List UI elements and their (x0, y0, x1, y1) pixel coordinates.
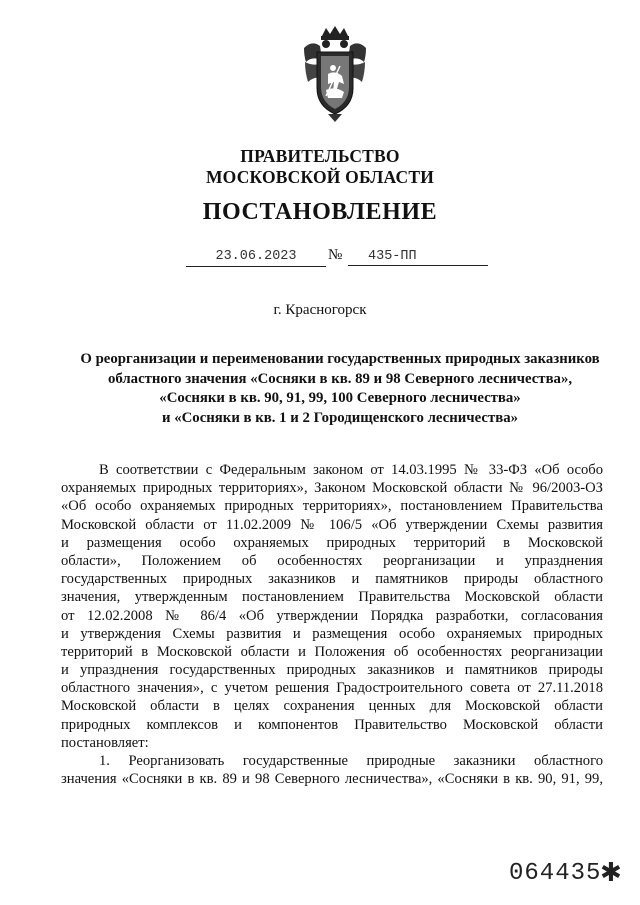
preamble-line: постановляет: (61, 734, 149, 751)
preamble-line: В соответствии с Федеральным законом от 14.03.1995 № 33-ФЗ «Об особо (99, 462, 603, 478)
preamble-line: Московской области в целях сохранения ценных для Московской области (61, 698, 603, 715)
preamble-line: Московской области от 11.02.2009 № 106/5 «Об утверждении Схемы развития (61, 516, 603, 533)
subject-line: О реорганизации и переименовании государственных природных заказников (80, 351, 600, 367)
document-date: 23.06.2023 (186, 248, 326, 267)
preamble-line: значения, утвержденным постановлением Правительства Московской области (61, 589, 603, 606)
star-icon: ✱ (600, 858, 622, 888)
subject-line: областного значения «Сосняки в кв. 89 и 98 Северного лесничества», (107, 370, 573, 387)
date-number-line (0, 248, 640, 270)
serial-number: 064435 (509, 860, 602, 887)
preamble-line: природных комплексов и компонентов Правительство Московской области (61, 716, 603, 733)
preamble-line: и размещения особо охраняемых природных территорий в Московской (61, 534, 603, 551)
preamble-line: и упразднения государственных природных заказников и памятников природы (61, 662, 603, 679)
subject-line: «Сосняки в кв. 90, 91, 99, 100 Северного лесничества» (159, 390, 521, 407)
government-title-line1: ПРАВИТЕЛЬСТВО (240, 146, 400, 166)
document-number: 435-ПП (348, 248, 488, 266)
preamble-line: государственных природных заказников и памятников природы областного (61, 571, 603, 588)
item1-line: 1. Реорганизовать государственные природные заказники областного (99, 753, 603, 769)
coat-of-arms-emblem (302, 26, 368, 122)
document-body (61, 461, 603, 788)
preamble-line: охраняемых природных территориях», Законом Московской области № 96/2003-ОЗ (61, 480, 603, 497)
item1-line: значения «Сосняки в кв. 89 и 98 Северного лесничества», «Сосняки в кв. 90, 91, 99, (61, 771, 603, 788)
preamble-line: области», Положением об особенностях реорганизации и упразднения (61, 552, 603, 569)
document-type-title: ПОСТАНОВЛЕНИЕ (202, 199, 438, 225)
preamble-line: и утверждения Схемы развития и размещения особо охраняемых природных (61, 625, 603, 642)
government-title-line2: МОСКОВСКОЙ ОБЛАСТИ (205, 167, 435, 187)
number-sign: № (328, 247, 343, 263)
city-line: г. Красногорск (273, 302, 367, 318)
document-subject (40, 350, 640, 428)
preamble-line: территорий в Московской области и Положения об особенностях реорганизации (61, 643, 603, 660)
preamble-line: областного значения», с учетом решения Градостроительного совета от 27.11.2018 (61, 680, 603, 697)
preamble-line: от 12.02.2008 № 86/4 «Об утверждении Порядка разработки, согласования (61, 607, 603, 624)
subject-line: и «Сосняки в кв. 1 и 2 Городищенского лесничества» (161, 409, 519, 426)
preamble-line: «Об особо охраняемых природных территориях», постановлением Правительства (61, 498, 603, 515)
